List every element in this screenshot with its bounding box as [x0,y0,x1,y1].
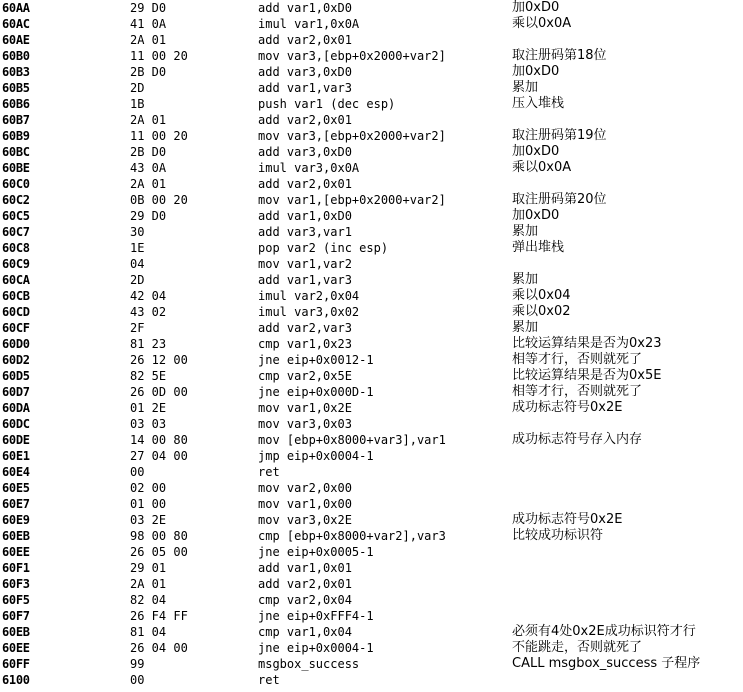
instruction-cell: imul var3,0x02 [258,305,360,319]
instruction-cell: mov var1,[ebp+0x2000+var2] [258,193,446,207]
opcode-bytes-cell: 99 [130,657,145,671]
opcode-bytes-cell: 2F [130,321,145,335]
comment-cell: 取注册码第20位 [512,192,607,207]
address-cell: 60C2 [2,193,30,207]
comment-cell: 压入堆栈 [512,96,565,111]
comment-cell: 成功标志符号0x2E [512,512,623,527]
instruction-cell: jne eip+0xFFF4-1 [258,609,374,623]
instruction-cell: add var3,0xD0 [258,145,352,159]
address-cell: 60C9 [2,257,30,271]
comment-cell: 比较运算结果是否为0x23 [512,336,662,351]
listing-row [0,176,743,192]
listing-row [0,128,743,144]
listing-row [0,288,743,304]
opcode-bytes-cell: 11 00 20 [130,49,188,63]
listing-row [0,384,743,400]
opcode-bytes-cell: 42 04 [130,289,167,303]
address-cell: 60C5 [2,209,30,223]
opcode-bytes-cell: 30 [130,225,145,239]
address-cell: 60DC [2,417,30,431]
address-cell: 60B7 [2,113,30,127]
opcode-bytes-cell: 29 D0 [130,1,167,15]
address-cell: 60B9 [2,129,30,143]
opcode-bytes-cell: 01 00 [130,497,167,511]
instruction-cell: cmp var1,0x23 [258,337,352,351]
address-cell: 60F7 [2,609,30,623]
instruction-cell: imul var3,0x0A [258,161,360,175]
address-cell: 60F5 [2,593,30,607]
address-cell: 60EB [2,529,30,543]
address-cell: 60CB [2,289,30,303]
listing-row [0,432,743,448]
address-cell: 60EE [2,641,30,655]
instruction-cell: add var1,0xD0 [258,209,352,223]
comment-cell: 相等才行，否则就死了 [512,352,643,367]
listing-row [0,160,743,176]
address-cell: 60B0 [2,49,30,63]
opcode-bytes-cell: 41 0A [130,17,167,31]
listing-row [0,368,743,384]
listing-row [0,336,743,352]
opcode-bytes-cell: 2B D0 [130,65,167,79]
comment-cell: 加0xD0 [512,0,560,15]
listing-row [0,608,743,624]
instruction-cell: add var1,0x01 [258,561,352,575]
instruction-cell: add var2,0x01 [258,113,352,127]
comment-cell: 相等才行，否则就死了 [512,384,643,399]
comment-cell: 取注册码第18位 [512,48,607,63]
listing-row [0,240,743,256]
comment-cell: 累加 [512,80,539,95]
listing-row [0,208,743,224]
listing-row [0,640,743,656]
listing-row [0,48,743,64]
listing-row [0,544,743,560]
instruction-cell: cmp var2,0x5E [258,369,352,383]
opcode-bytes-cell: 26 05 00 [130,545,188,559]
listing-row [0,512,743,528]
instruction-cell: add var2,0x01 [258,177,352,191]
instruction-cell: add var2,var3 [258,321,352,335]
instruction-cell: add var2,0x01 [258,577,352,591]
address-cell: 60C7 [2,225,30,239]
address-cell: 60AA [2,1,30,15]
opcode-bytes-cell: 81 23 [130,337,167,351]
comment-cell: 累加 [512,320,539,335]
address-cell: 60EE [2,545,30,559]
opcode-bytes-cell: 82 04 [130,593,167,607]
listing-row [0,400,743,416]
address-cell: 60C0 [2,177,30,191]
opcode-bytes-cell: 2A 01 [130,177,167,191]
listing-row [0,80,743,96]
instruction-cell: jne eip+0x0005-1 [258,545,374,559]
instruction-cell: mov var1,0x00 [258,497,352,511]
address-cell: 60B3 [2,65,30,79]
address-cell: 6100 [2,673,30,687]
instruction-cell: jne eip+0x0004-1 [258,641,374,655]
address-cell: 60E9 [2,513,30,527]
comment-cell: 不能跳走，否则就死了 [512,640,643,655]
opcode-bytes-cell: 03 03 [130,417,167,431]
opcode-bytes-cell: 2A 01 [130,577,167,591]
address-cell: 60C8 [2,241,30,255]
comment-cell: 乘以0x0A [512,16,572,31]
address-cell: 60D7 [2,385,30,399]
instruction-cell: add var1,0xD0 [258,1,352,15]
comment-cell: 比较成功标识符 [512,528,604,543]
opcode-bytes-cell: 82 5E [130,369,167,383]
listing-row [0,672,743,688]
opcode-bytes-cell: 0B 00 20 [130,193,188,207]
opcode-bytes-cell: 29 01 [130,561,167,575]
opcode-bytes-cell: 1B [130,97,145,111]
listing-row [0,352,743,368]
address-cell: 60E7 [2,497,30,511]
instruction-cell: msgbox_success [258,657,360,671]
listing-row [0,304,743,320]
instruction-cell: cmp var1,0x04 [258,625,352,639]
address-cell: 60CF [2,321,30,335]
listing-row [0,16,743,32]
listing-row [0,416,743,432]
comment-cell: 成功标志符号存入内存 [512,432,643,447]
opcode-bytes-cell: 26 12 00 [130,353,188,367]
instruction-cell: imul var1,0x0A [258,17,360,31]
opcode-bytes-cell: 02 00 [130,481,167,495]
comment-cell: 成功标志符号0x2E [512,400,623,415]
listing-row [0,576,743,592]
address-cell: 60AE [2,33,30,47]
listing-row [0,192,743,208]
address-cell: 60E4 [2,465,30,479]
comment-cell: CALL msgbox_success 子程序 [512,656,701,671]
opcode-bytes-cell: 26 04 00 [130,641,188,655]
address-cell: 60F1 [2,561,30,575]
comment-cell: 乘以0x02 [512,304,571,319]
instruction-cell: mov [ebp+0x8000+var3],var1 [258,433,446,447]
listing-row [0,592,743,608]
address-cell: 60D0 [2,337,30,351]
address-cell: 60DE [2,433,30,447]
instruction-cell: add var3,var1 [258,225,352,239]
opcode-bytes-cell: 2A 01 [130,33,167,47]
address-cell: 60DA [2,401,30,415]
listing-row [0,448,743,464]
opcode-bytes-cell: 27 04 00 [130,449,188,463]
listing-row [0,656,743,672]
comment-cell: 加0xD0 [512,144,560,159]
comment-cell: 乘以0x0A [512,160,572,175]
instruction-cell: add var2,0x01 [258,33,352,47]
comment-cell: 累加 [512,224,539,239]
comment-cell: 取注册码第19位 [512,128,607,143]
instruction-cell: jne eip+0x0012-1 [258,353,374,367]
instruction-cell: push var1 (dec esp) [258,97,396,111]
instruction-cell: jmp eip+0x0004-1 [258,449,374,463]
address-cell: 60EB [2,625,30,639]
opcode-bytes-cell: 29 D0 [130,209,167,223]
listing-row [0,144,743,160]
opcode-bytes-cell: 2D [130,81,145,95]
instruction-cell: ret [258,673,280,687]
instruction-cell: add var1,var3 [258,273,352,287]
instruction-cell: mov var2,0x00 [258,481,352,495]
instruction-cell: add var1,var3 [258,81,352,95]
instruction-cell: mov var1,var2 [258,257,352,271]
listing-row [0,224,743,240]
listing-row [0,0,743,16]
listing-row [0,256,743,272]
opcode-bytes-cell: 00 [130,673,145,687]
instruction-cell: jne eip+0x000D-1 [258,385,374,399]
opcode-bytes-cell: 01 2E [130,401,167,415]
comment-cell: 累加 [512,272,539,287]
instruction-cell: mov var3,0x2E [258,513,352,527]
opcode-bytes-cell: 2D [130,273,145,287]
address-cell: 60D5 [2,369,30,383]
instruction-cell: mov var3,[ebp+0x2000+var2] [258,49,446,63]
instruction-cell: cmp var2,0x04 [258,593,352,607]
opcode-bytes-cell: 43 02 [130,305,167,319]
opcode-bytes-cell: 98 00 80 [130,529,188,543]
address-cell: 60B6 [2,97,30,111]
opcode-bytes-cell: 2A 01 [130,113,167,127]
address-cell: 60E1 [2,449,30,463]
listing-row [0,32,743,48]
listing-row [0,480,743,496]
opcode-bytes-cell: 1E [130,241,145,255]
opcode-bytes-cell: 03 2E [130,513,167,527]
comment-cell: 弹出堆栈 [512,240,565,255]
listing-row [0,320,743,336]
opcode-bytes-cell: 2B D0 [130,145,167,159]
address-cell: 60F3 [2,577,30,591]
instruction-cell: ret [258,465,280,479]
comment-cell: 比较运算结果是否为0x5E [512,368,662,383]
comment-cell: 必须有4处0x2E成功标识符才行 [512,624,696,639]
address-cell: 60E5 [2,481,30,495]
listing-row [0,272,743,288]
instruction-cell: mov var3,[ebp+0x2000+var2] [258,129,446,143]
instruction-cell: add var3,0xD0 [258,65,352,79]
address-cell: 60FF [2,657,30,671]
comment-cell: 加0xD0 [512,64,560,79]
address-cell: 60BC [2,145,30,159]
listing-row [0,96,743,112]
address-cell: 60CD [2,305,30,319]
address-cell: 60D2 [2,353,30,367]
listing-row [0,560,743,576]
address-cell: 60B5 [2,81,30,95]
address-cell: 60CA [2,273,30,287]
comment-cell: 加0xD0 [512,208,560,223]
address-cell: 60BE [2,161,30,175]
opcode-bytes-cell: 14 00 80 [130,433,188,447]
instruction-cell: pop var2 (inc esp) [258,241,389,255]
opcode-bytes-cell: 26 F4 FF [130,609,188,623]
listing-row [0,496,743,512]
opcode-bytes-cell: 43 0A [130,161,167,175]
instruction-cell: mov var3,0x03 [258,417,352,431]
opcode-bytes-cell: 00 [130,465,145,479]
opcode-bytes-cell: 81 04 [130,625,167,639]
instruction-cell: imul var2,0x04 [258,289,360,303]
listing-row [0,464,743,480]
listing-row [0,112,743,128]
instruction-cell: cmp [ebp+0x8000+var2],var3 [258,529,446,543]
instruction-cell: mov var1,0x2E [258,401,352,415]
listing-row [0,528,743,544]
listing-row [0,624,743,640]
listing-row [0,64,743,80]
address-cell: 60AC [2,17,30,31]
opcode-bytes-cell: 26 0D 00 [130,385,188,399]
opcode-bytes-cell: 11 00 20 [130,129,188,143]
opcode-bytes-cell: 04 [130,257,145,271]
comment-cell: 乘以0x04 [512,288,571,303]
